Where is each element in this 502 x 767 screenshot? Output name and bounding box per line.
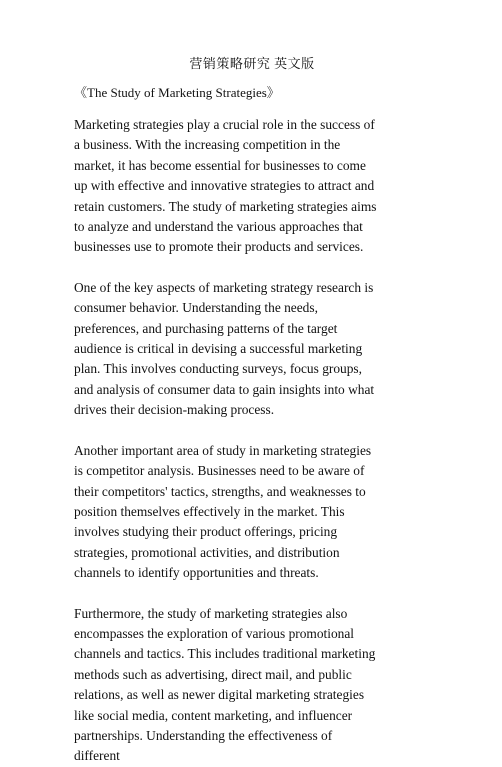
paragraph-promotional-channels: Furthermore, the study of marketing strategies also encompasses the exploration of various promotional channels and tactics. This includes traditional marketing methods such as advertising, direct mail, and public relations, as well as newer digital marketing strategies like social media, content marketing, and influencer partnerships. Understanding the effectiveness of different <box>74 605 376 764</box>
document-title: 营销策略研究 英文版 <box>189 56 315 71</box>
paragraph-intro: Marketing strategies play a crucial role in the success of a business. With the increasing competition in the market, it has become essential for businesses to come up with effective and innovative strategies to attract and retain customers. The study of marketing strategies aims to analyze and understand the various approaches that businesses use to promote their products and services. <box>74 117 377 255</box>
paragraph-consumer-behavior: One of the key aspects of marketing strategy research is consumer behavior. Understanding the needs, preferences, and purchasing patterns of the target audience is critical in devising a successful marketing plan. This involves conducting surveys, focus groups, and analysis of consumer data to gain insights into what drives their decision-making process. <box>74 279 375 418</box>
document-subtitle: 《The Study of Marketing Strategies》 <box>74 85 280 100</box>
paragraph-competitor-analysis: Another important area of study in marketing strategies is competitor analysis. Businesses need to be aware of their competitors' tactics, strengths, and weaknesses to position themselves effectively in the market. This involves studying their product offerings, pricing strategies, promotional activities, and distribution channels to identify opportunities and threats. <box>74 442 372 581</box>
